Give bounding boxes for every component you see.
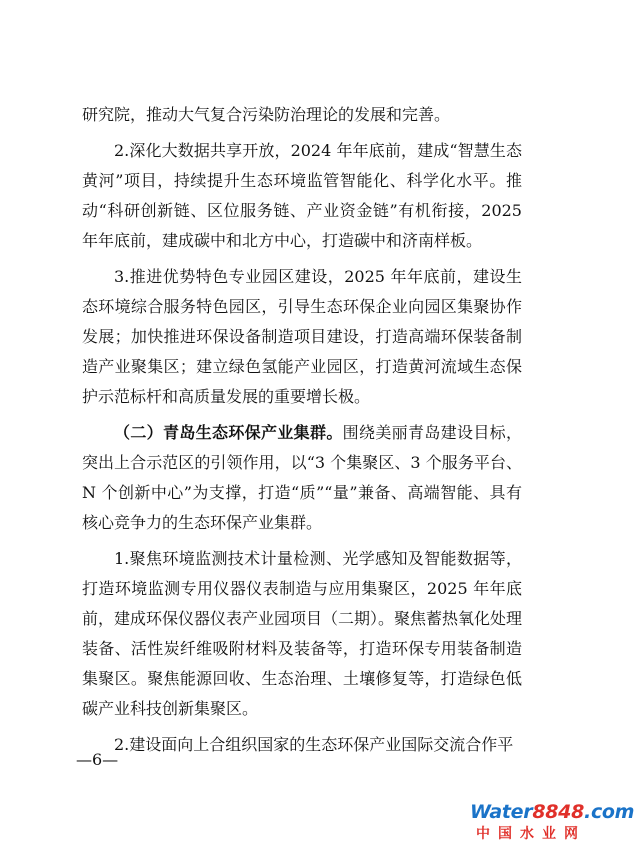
paragraph-3-text: 3.推进优势特色专业园区建设，2025 年年底前，建设生态环境综合服务特色园区，引导生态环保企业向园区集聚协作发展；加快推进环保设备制造项目建设，打造高端环保装备制造产业聚集区；建立绿色氢能产业园区，打造黄河流域生态保护示范标杆和高质量发展的重要增长极。	[82, 267, 522, 406]
paragraph-4-text: 围绕美丽青岛建设目标，突出上合示范区的引领作用，以“3 个集聚区、3 个服务平台、N 个创新中心”为支撑，打造“质”“量”兼备、高端智能、具有核心竞争力的生态环保产业集群。	[82, 423, 522, 532]
paragraph-1-text: 研究院，推动大气复合污染防治理论的发展和完善。	[82, 105, 451, 124]
paragraph-6	[82, 730, 522, 760]
paragraph-2	[82, 136, 522, 256]
paragraph-3	[82, 262, 522, 412]
watermark-logo	[470, 801, 634, 846]
page-number: —6—	[76, 750, 119, 769]
body-text	[82, 100, 522, 760]
paragraph-1	[82, 100, 522, 130]
watermark-logo-text	[470, 801, 634, 823]
paragraph-5-text: 1.聚焦环境监测技术计量检测、光学感知及智能数据等，打造环境监测专用仪器仪表制造与应用集聚区，2025 年年底前，建成环保仪器仪表产业园项目（二期）。聚焦蓄热氧化处理装备、活性炭纤维吸附材料及装备等，打造环保专用装备制造集聚区。聚焦能源回收、生态治理、土壤修复等，打造绿色低碳产业科技创新集聚区。	[82, 549, 523, 718]
watermark-suffix: .com	[584, 801, 634, 823]
paragraph-4	[82, 418, 522, 538]
watermark-subtitle: 中国水业网	[476, 826, 586, 842]
section-heading-qingdao: （二）青岛生态环保产业集群。	[114, 423, 343, 442]
watermark-number: 8848	[532, 801, 585, 823]
paragraph-6-text: 2.建设面向上合组织国家的生态环保产业国际交流合作平	[114, 735, 514, 754]
paragraph-2-text: 2.深化大数据共享开放，2024 年年底前，建成“智慧生态黄河”项目，持续提升生态环境监管智能化、科学化水平。推动“科研创新链、区位服务链、产业资金链”有机衔接，2025 年年底前，建成碳中和北方中心，打造碳中和济南样板。	[82, 141, 522, 250]
paragraph-5	[82, 544, 522, 724]
watermark-word: Water	[470, 801, 533, 823]
